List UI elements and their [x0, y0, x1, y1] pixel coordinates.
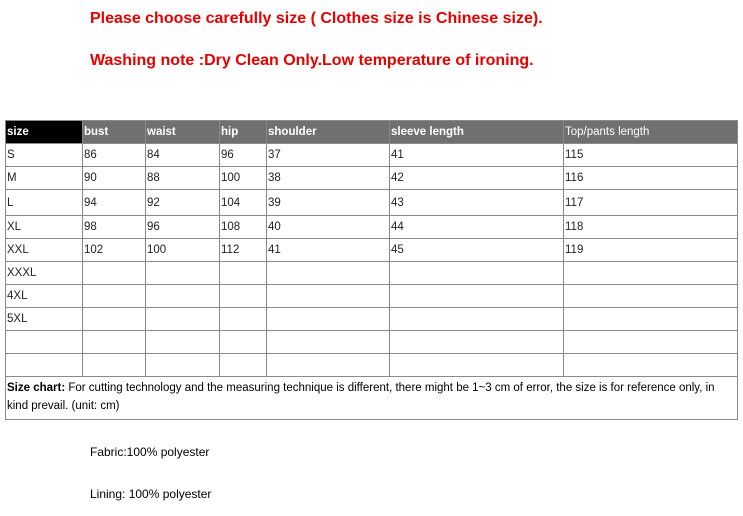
header-hip: hip	[220, 121, 267, 144]
cell-sleeve-length	[390, 354, 564, 377]
cell-hip	[220, 285, 267, 308]
note-text: For cutting technology and the measuring technique is different, there might be 1~3 cm of error, the size is for reference only, in kind prevail. (unit: cm)	[7, 382, 715, 412]
cell-top-pants-length	[564, 331, 738, 354]
cell-top-pants-length: 119	[564, 239, 738, 262]
size-chart-note-row	[6, 377, 738, 420]
cell-sleeve-length	[390, 331, 564, 354]
cell-size: S	[6, 144, 83, 167]
cell-waist	[146, 285, 220, 308]
cell-shoulder	[267, 354, 390, 377]
cell-size	[6, 331, 83, 354]
cell-size: M	[6, 167, 83, 190]
header-sleeve-length: sleeve length	[390, 121, 564, 144]
cell-waist: 96	[146, 216, 220, 239]
table-row	[6, 262, 738, 285]
cell-top-pants-length: 117	[564, 190, 738, 216]
cell-size	[6, 354, 83, 377]
header-size: size	[6, 121, 83, 144]
cell-size: L	[6, 190, 83, 216]
cell-top-pants-length	[564, 354, 738, 377]
cell-sleeve-length: 41	[390, 144, 564, 167]
cell-size: 4XL	[6, 285, 83, 308]
cell-hip: 96	[220, 144, 267, 167]
cell-top-pants-length	[564, 262, 738, 285]
cell-sleeve-length: 43	[390, 190, 564, 216]
header-bust: bust	[83, 121, 146, 144]
cell-shoulder	[267, 331, 390, 354]
note-label: Size chart:	[7, 382, 66, 394]
cell-bust	[83, 331, 146, 354]
cell-shoulder	[267, 308, 390, 331]
cell-waist: 84	[146, 144, 220, 167]
table-row	[6, 167, 738, 190]
cell-hip: 104	[220, 190, 267, 216]
cell-waist: 92	[146, 190, 220, 216]
header-waist: waist	[146, 121, 220, 144]
cell-waist: 100	[146, 239, 220, 262]
cell-bust: 98	[83, 216, 146, 239]
cell-hip	[220, 308, 267, 331]
size-chart-note	[6, 377, 738, 420]
cell-bust	[83, 308, 146, 331]
size-notice: Please choose carefully size ( Clothes size is Chinese size).	[90, 10, 543, 27]
header-shoulder: shoulder	[267, 121, 390, 144]
table-header-row	[6, 121, 738, 144]
cell-size: XXL	[6, 239, 83, 262]
cell-shoulder	[267, 285, 390, 308]
cell-bust: 90	[83, 167, 146, 190]
cell-top-pants-length: 118	[564, 216, 738, 239]
cell-hip	[220, 354, 267, 377]
cell-shoulder: 41	[267, 239, 390, 262]
size-chart-table	[5, 120, 738, 420]
cell-shoulder: 40	[267, 216, 390, 239]
table-row	[6, 239, 738, 262]
table-row	[6, 285, 738, 308]
cell-waist	[146, 331, 220, 354]
cell-hip	[220, 331, 267, 354]
cell-hip	[220, 262, 267, 285]
cell-bust	[83, 262, 146, 285]
cell-sleeve-length: 42	[390, 167, 564, 190]
cell-top-pants-length	[564, 285, 738, 308]
cell-size: XL	[6, 216, 83, 239]
table-row	[6, 354, 738, 377]
lining-info: Lining: 100% polyester	[90, 487, 212, 501]
cell-top-pants-length	[564, 308, 738, 331]
table-row	[6, 144, 738, 167]
cell-size: XXXL	[6, 262, 83, 285]
cell-top-pants-length: 116	[564, 167, 738, 190]
cell-waist	[146, 354, 220, 377]
cell-hip: 108	[220, 216, 267, 239]
cell-size: 5XL	[6, 308, 83, 331]
cell-shoulder: 37	[267, 144, 390, 167]
cell-hip: 112	[220, 239, 267, 262]
cell-sleeve-length	[390, 308, 564, 331]
fabric-info: Fabric:100% polyester	[90, 445, 210, 459]
cell-hip: 100	[220, 167, 267, 190]
cell-shoulder	[267, 262, 390, 285]
cell-bust: 94	[83, 190, 146, 216]
table-row	[6, 190, 738, 216]
table-row	[6, 216, 738, 239]
cell-bust: 86	[83, 144, 146, 167]
cell-bust	[83, 285, 146, 308]
cell-sleeve-length	[390, 262, 564, 285]
cell-bust: 102	[83, 239, 146, 262]
table-row	[6, 331, 738, 354]
cell-bust	[83, 354, 146, 377]
cell-shoulder: 38	[267, 167, 390, 190]
cell-sleeve-length: 45	[390, 239, 564, 262]
washing-note: Washing note :Dry Clean Only.Low temperature of ironing.	[90, 52, 534, 69]
cell-sleeve-length: 44	[390, 216, 564, 239]
cell-top-pants-length: 115	[564, 144, 738, 167]
header-top-pants-length: Top/pants length	[564, 121, 738, 144]
cell-waist	[146, 262, 220, 285]
cell-shoulder: 39	[267, 190, 390, 216]
cell-sleeve-length	[390, 285, 564, 308]
cell-waist: 88	[146, 167, 220, 190]
cell-waist	[146, 308, 220, 331]
table-row	[6, 308, 738, 331]
